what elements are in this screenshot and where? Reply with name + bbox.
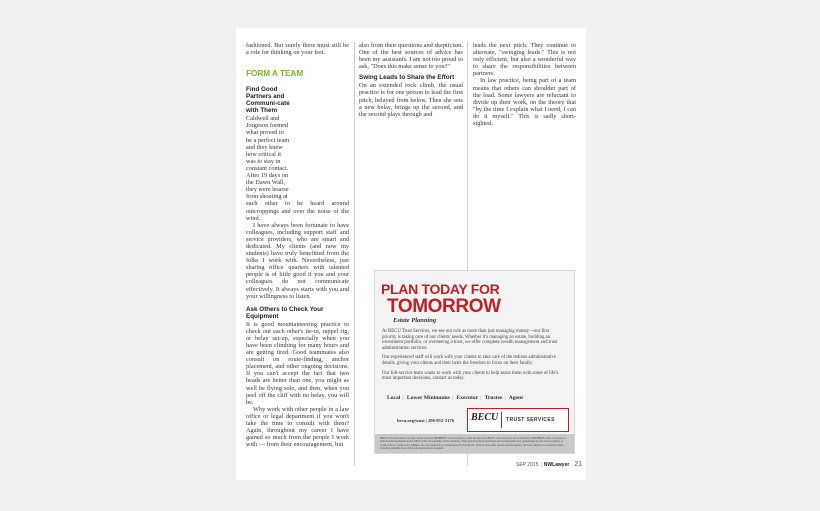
column-2 bbox=[359, 42, 463, 118]
paragraph-teamwork-continued: each other to be heard around outcroppings and over the noise of the wind. bbox=[246, 200, 349, 222]
service-item: Trustee bbox=[484, 395, 503, 401]
paragraph-leads: leads the next pitch. They continue to alternate, "swinging leads." This is not only efficient, but also a wonderful way to share the responsibilities between partners. bbox=[473, 42, 576, 78]
paragraph-teamwork: Caldwell and Jorgeson formed what proved to be a perfect team and they knew how critical it was to stay in constant contact. After 19 days on the Dawn Wall, they were hoarse from shouting at bbox=[246, 115, 290, 201]
column-divider bbox=[354, 42, 355, 466]
service-item: Agent bbox=[508, 395, 523, 401]
ad-body-paragraph: Our experienced staff will work with your clients to take care of the tedious administrative details, giving your clients and their heirs the freedom to focus on their family. bbox=[382, 355, 556, 366]
ad-subtitle: Estate Planning bbox=[393, 317, 437, 324]
separator: | bbox=[504, 395, 506, 401]
page-number: 21 bbox=[574, 461, 583, 468]
service-item: Executor bbox=[456, 395, 479, 401]
intro-paragraph: fashioned. But surely there must still be a role for thinking on your feet. bbox=[246, 42, 349, 57]
separator: | bbox=[540, 462, 542, 468]
ad-services-list bbox=[387, 395, 565, 401]
ad-disclaimer-bar bbox=[375, 434, 574, 453]
becu-trust-logo bbox=[467, 408, 569, 432]
page-folio bbox=[516, 461, 582, 468]
ad-body-paragraph: At BECU Trust Services, we see our role as more than just managing money—our first priority is taking care of our clients' needs. Whether it's managing an estate, building an investment portfolio, or overseeing a trust, we offer complete wealth management and trust administration services. bbox=[382, 329, 558, 351]
paragraph-rock-climb: On an extended rock climb, the usual practice is for one person to lead the first pitch, belayed from below. Then she sets a new belay, brings up the second, and the second plays through and bbox=[359, 82, 463, 118]
issue-date: SEP 2015 bbox=[516, 462, 539, 468]
ad-headline-line2: TOMORROW bbox=[387, 296, 501, 317]
column-3 bbox=[473, 42, 576, 127]
paragraph-law-office: Why work with other people in a law office or legal department if you won't take the time to consult with them? Again, throughout my career I have gained so much from the people I work with — from their encouragement, but bbox=[246, 405, 349, 449]
logo-text: TRUST SERVICES bbox=[506, 417, 555, 423]
separator: | bbox=[402, 395, 404, 401]
paragraph-advice: also from their questions and skepticism. One of the best sources of advice has been my assistants. I am not too proud to ask, "Does this make sense to you?" bbox=[359, 42, 463, 71]
separator: | bbox=[480, 395, 482, 401]
paragraph-mountaineering: It is good mountaineering practice to check out each other's tie-in, rappel rig, or belay set-up, especially when you have been climbing for many hours and are getting tired. Good teammates also consult on route-finding, anchor placement, and other ongoing decisions. If you can't accept the fact that two heads are better than one, you might as well be flying solo, and then, when you peel off the cliff with no belay, you will be. bbox=[246, 320, 349, 406]
subheading-find-good-partners: Find Good Partners and Communi-cate with Them bbox=[246, 86, 290, 115]
subheading-swing-leads: Swing Leads to Share the Effort bbox=[359, 74, 455, 82]
ad-disclaimer: BECU Trust Services is a trade name used by MEMBERS Trust Company under license from BECU. Trust services are provided by MEMBERS Trust Company, a federal thrift regulated by the Office of the Comptroller of the Currency. Trust and investment products are not deposits of or guaranteed by the trust company, a credit union or credit union affiliate, are not insured by or guaranteed by the NCUA, FDIC or any other governmental agency, and are subject to investment risks, including possible loss of the principal amount invested. bbox=[380, 437, 566, 450]
section-title: FORM A TEAM bbox=[246, 69, 304, 79]
service-item: Local bbox=[387, 395, 401, 401]
ad-body bbox=[382, 329, 562, 386]
ad-body-paragraph: Our full-service team wants to work with your clients to help assist them with some of life's most important decisions, contact us today. bbox=[382, 370, 559, 382]
separator: | bbox=[451, 395, 453, 401]
ad-headline-line1: PLAN TODAY FOR bbox=[381, 281, 500, 297]
service-item: Lower Minimums bbox=[406, 395, 450, 401]
logo-divider bbox=[501, 412, 502, 428]
magazine-brand: NWLawyer bbox=[543, 462, 570, 468]
subheading-check-equipment: Ask Others to Check Your Equipment bbox=[246, 305, 324, 320]
column-1 bbox=[246, 42, 349, 448]
paragraph-colleagues: I have always been fortunate to have colleagues, including support staff and service providers, who are smart and dedicated. My clients (and now my students) have truly benefitted from the folks I work with. Nevertheless, just sharing office quarters with talented people is of little good if you and your colleagues do not communicate effectively. It always starts with you and your willingness to listen. bbox=[246, 221, 349, 300]
narrow-text-block bbox=[246, 115, 291, 200]
paragraph-law-practice: In law practice, being part of a team means that others can shoulder part of the load. Some lawyers are reluctant to divide up their work, on the theory that "by the time I explain what I need, I can do it myself." This is sadly short-sighted. bbox=[473, 77, 576, 128]
ad-contact-link[interactable]: becu.org/trust | 206-812-5176 bbox=[397, 418, 455, 423]
becu-logo-mark: BECU bbox=[471, 412, 499, 423]
advertisement-becu[interactable] bbox=[374, 270, 575, 454]
magazine-page bbox=[236, 28, 586, 480]
